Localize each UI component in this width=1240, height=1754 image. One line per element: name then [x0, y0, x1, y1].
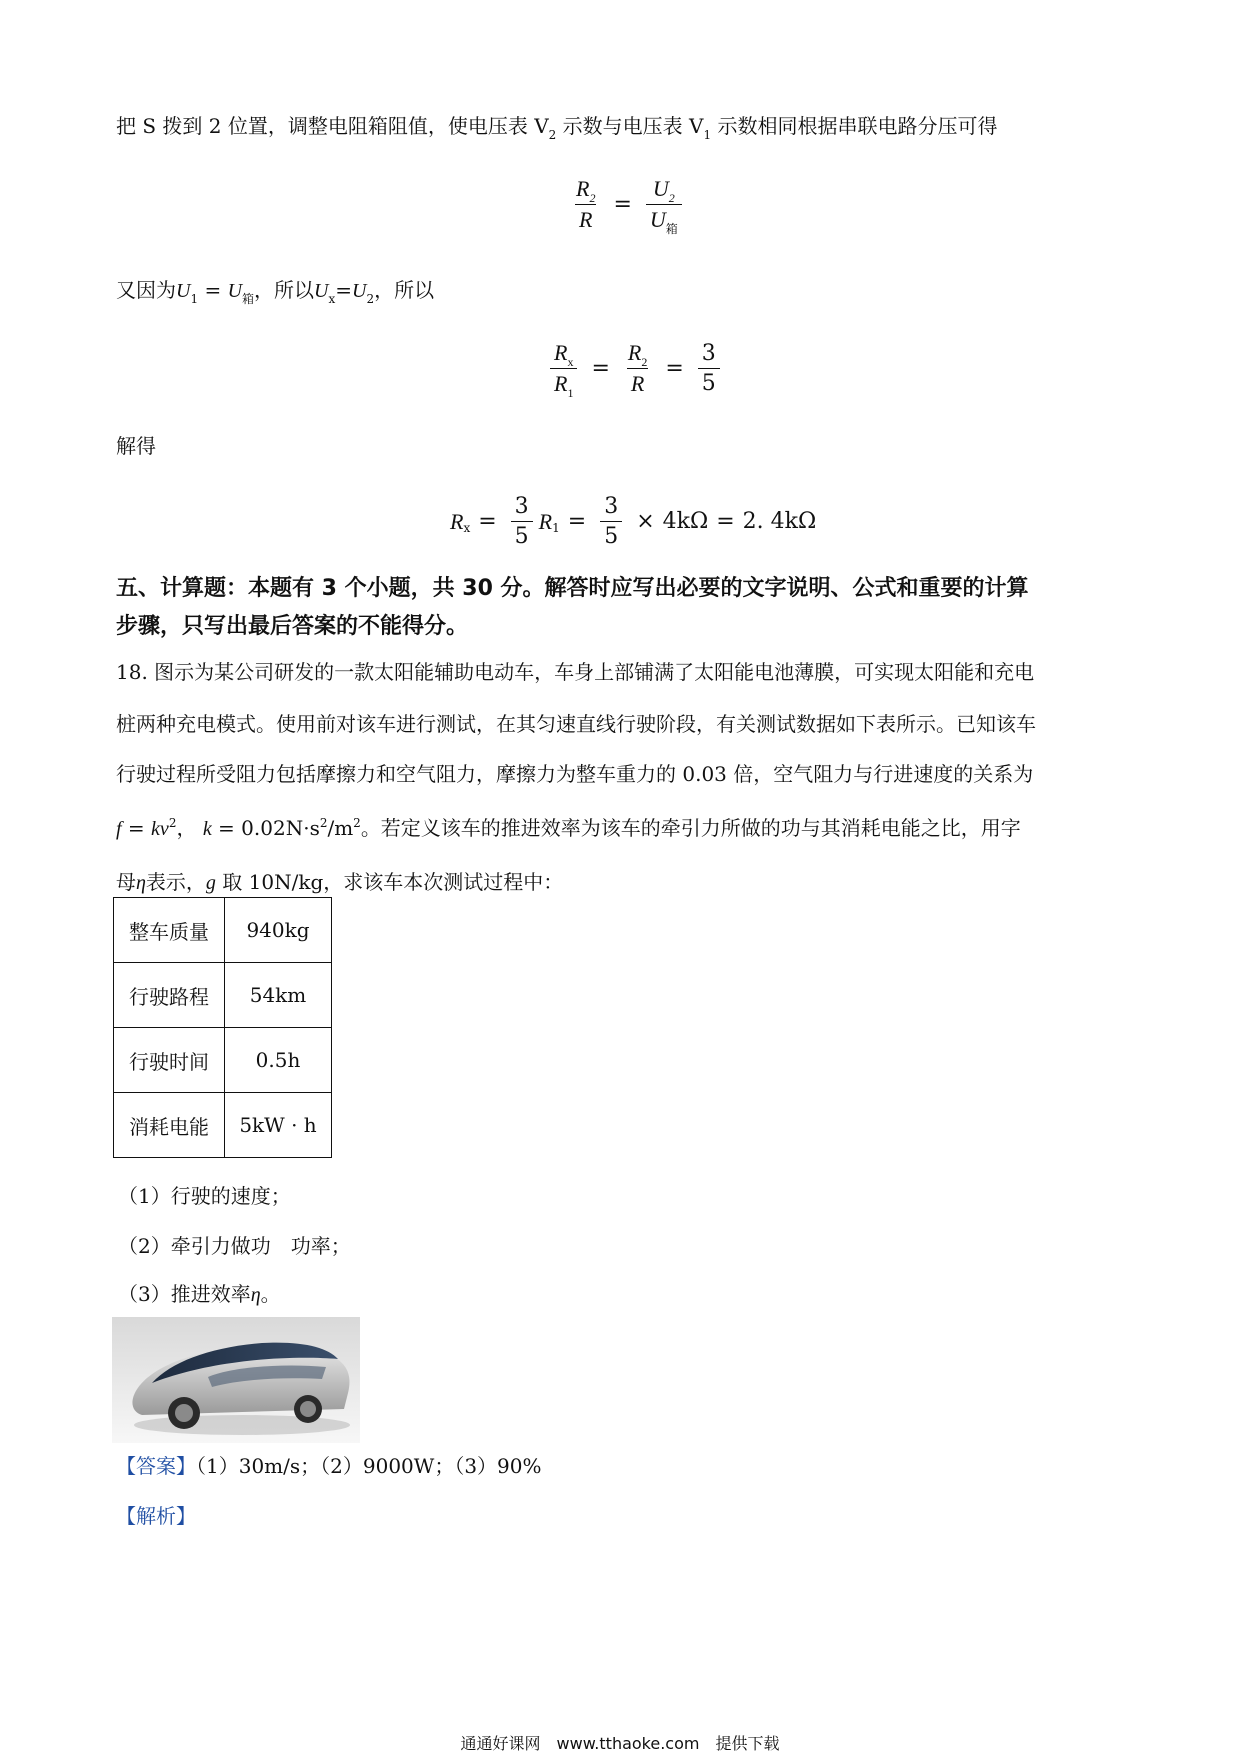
- question-line-1: 18. 图示为某公司研发的一款太阳能辅助电动车，车身上部铺满了太阳能电池薄膜，可实现太阳能和充电: [116, 660, 1035, 684]
- var: U: [649, 207, 666, 232]
- question-line-2: 桩两种充电模式。使用前对该车进行测试，在其匀速直线行驶阶段，有关测试数据如下表所示。已知该车: [116, 712, 1036, 736]
- text-span: 示数相同根据串联电路分压可得: [711, 114, 998, 138]
- text-span: 把 S 拨到 2 位置，调整电阻箱阻值，使电压表 V: [116, 114, 549, 138]
- table-cell-key: 行驶时间: [114, 1028, 225, 1093]
- intro-line-1: [116, 114, 997, 141]
- fraction: [646, 176, 682, 236]
- var: U: [227, 280, 243, 302]
- text-span: 。若定义该车的推进效率为该车的牵引力所做的功与其消耗电能之比，用字: [360, 816, 1021, 840]
- table-cell-value: 5kW · h: [225, 1093, 332, 1158]
- value: 4kΩ: [662, 509, 709, 534]
- fraction: [600, 494, 622, 549]
- times-sign: ×: [636, 509, 655, 534]
- fraction: [698, 341, 720, 396]
- analysis-label: 【解析】: [116, 1504, 196, 1528]
- numerator: 3: [604, 494, 619, 519]
- table-row: [114, 1093, 332, 1158]
- var: k: [202, 818, 212, 840]
- var: R: [538, 508, 553, 534]
- value: 2. 4kΩ: [742, 509, 817, 534]
- text-span: 母: [116, 870, 136, 894]
- equation-2: [544, 340, 726, 400]
- var: R: [554, 340, 568, 365]
- denominator: 5: [511, 521, 533, 549]
- var: R: [575, 204, 596, 233]
- solar-car-image: [112, 1317, 360, 1443]
- section-heading: [116, 570, 1136, 646]
- var: U: [314, 280, 329, 302]
- text-span: ，: [176, 816, 203, 840]
- subscript: 2: [641, 355, 648, 369]
- fraction: [511, 494, 533, 549]
- subscript: 箱: [665, 222, 678, 236]
- table-cell-value: 940kg: [225, 898, 332, 963]
- equals-sign: =: [567, 509, 587, 534]
- question-line-3: 行驶过程所受阻力包括摩擦力和空气阻力，摩擦力为整车重力的 0.03 倍，空气阻力与行进速度的关系为: [116, 762, 1034, 786]
- eta-symbol: η: [250, 1284, 261, 1306]
- var: R: [554, 371, 568, 396]
- heading-line: 步骤，只写出最后答案的不能得分。: [116, 614, 469, 639]
- subscript: 2: [548, 128, 557, 142]
- var: U: [352, 280, 367, 302]
- var: g: [205, 872, 216, 894]
- subscript: x: [463, 520, 471, 535]
- text-span: =: [335, 278, 353, 302]
- text-span: 表示，: [145, 870, 206, 894]
- test-data-table: [113, 897, 332, 1158]
- equation-1: [566, 176, 688, 236]
- subscript: 1: [703, 128, 712, 142]
- table-row: [114, 1028, 332, 1093]
- numerator: 3: [701, 341, 716, 366]
- text-span: /m: [327, 816, 354, 840]
- fraction: [572, 176, 599, 233]
- superscript: 2: [168, 816, 177, 830]
- subscript: 2: [366, 292, 375, 306]
- subscript: x: [328, 292, 336, 306]
- equals-sign: =: [478, 509, 497, 534]
- equals-sign: =: [716, 509, 735, 534]
- text-span: （3）推进效率: [118, 1282, 251, 1306]
- superscript: 2: [353, 816, 361, 830]
- table-cell-value: 54km: [225, 963, 332, 1028]
- solve-label: 解得: [116, 434, 156, 458]
- sub-question-3: [118, 1282, 281, 1307]
- var: kv: [151, 818, 169, 840]
- table-cell-key: 消耗电能: [114, 1093, 225, 1158]
- text-span: 。: [260, 1282, 281, 1306]
- car-illustration: [112, 1317, 360, 1443]
- question-line-5: [116, 870, 563, 895]
- text-span: =: [121, 816, 152, 840]
- text-span: =: [198, 278, 228, 302]
- denominator: 5: [600, 521, 622, 549]
- equals-sign: =: [591, 356, 610, 381]
- text-span: 又因为: [116, 278, 176, 302]
- page-footer: 通通好课网 www.tthaoke.com 提供下载: [460, 1734, 780, 1753]
- table-row: [114, 963, 332, 1028]
- sub-question-2: （2）牵引力做功 功率；: [118, 1234, 351, 1258]
- equation-3: [450, 494, 816, 549]
- var: U: [652, 176, 669, 201]
- table-cell-key: 整车质量: [114, 898, 225, 963]
- question-line-4: [116, 816, 1021, 843]
- var: f: [116, 818, 122, 840]
- sub-question-1: （1）行驶的速度；: [118, 1184, 291, 1208]
- text-span: ，所以: [254, 278, 315, 302]
- superscript: 2: [319, 816, 328, 830]
- answer-line: [116, 1454, 542, 1478]
- subscript: 2: [668, 191, 675, 205]
- text-span: = 0.02N·s: [211, 816, 320, 840]
- text-span: ，所以: [374, 278, 435, 302]
- answer-text: （1）30m/s；（2）9000W；（3）90%: [196, 1454, 542, 1478]
- var: R: [450, 508, 464, 534]
- table-cell-key: 行驶路程: [114, 963, 225, 1028]
- subscript: 1: [567, 386, 574, 400]
- var: R: [576, 176, 590, 201]
- table-cell-value: 0.5h: [225, 1028, 332, 1093]
- subscript: 1: [190, 292, 199, 306]
- numerator: 3: [514, 494, 529, 519]
- subscript: 1: [552, 520, 560, 535]
- answer-label: 【答案】: [116, 1454, 196, 1478]
- var: R: [627, 368, 648, 397]
- equals-sign: =: [613, 192, 632, 217]
- subscript: 箱: [242, 292, 255, 306]
- var: U: [176, 280, 191, 302]
- fraction: [624, 340, 651, 397]
- eta-symbol: η: [136, 872, 146, 894]
- text-span: 示数与电压表 V: [556, 114, 704, 138]
- heading-line: 五、计算题：本题有 3 个小题，共 30 分。解答时应写出必要的文字说明、公式和重要的计算: [116, 576, 1029, 601]
- equals-sign: =: [665, 356, 684, 381]
- denominator: 5: [698, 368, 720, 396]
- subscript: x: [567, 355, 574, 369]
- text-span: 取 10N/kg，求该车本次测试过程中：: [215, 870, 564, 894]
- table-row: [114, 898, 332, 963]
- intro-line-2: [116, 278, 434, 305]
- var: R: [627, 340, 642, 365]
- subscript: 2: [589, 191, 596, 205]
- fraction: [550, 340, 577, 400]
